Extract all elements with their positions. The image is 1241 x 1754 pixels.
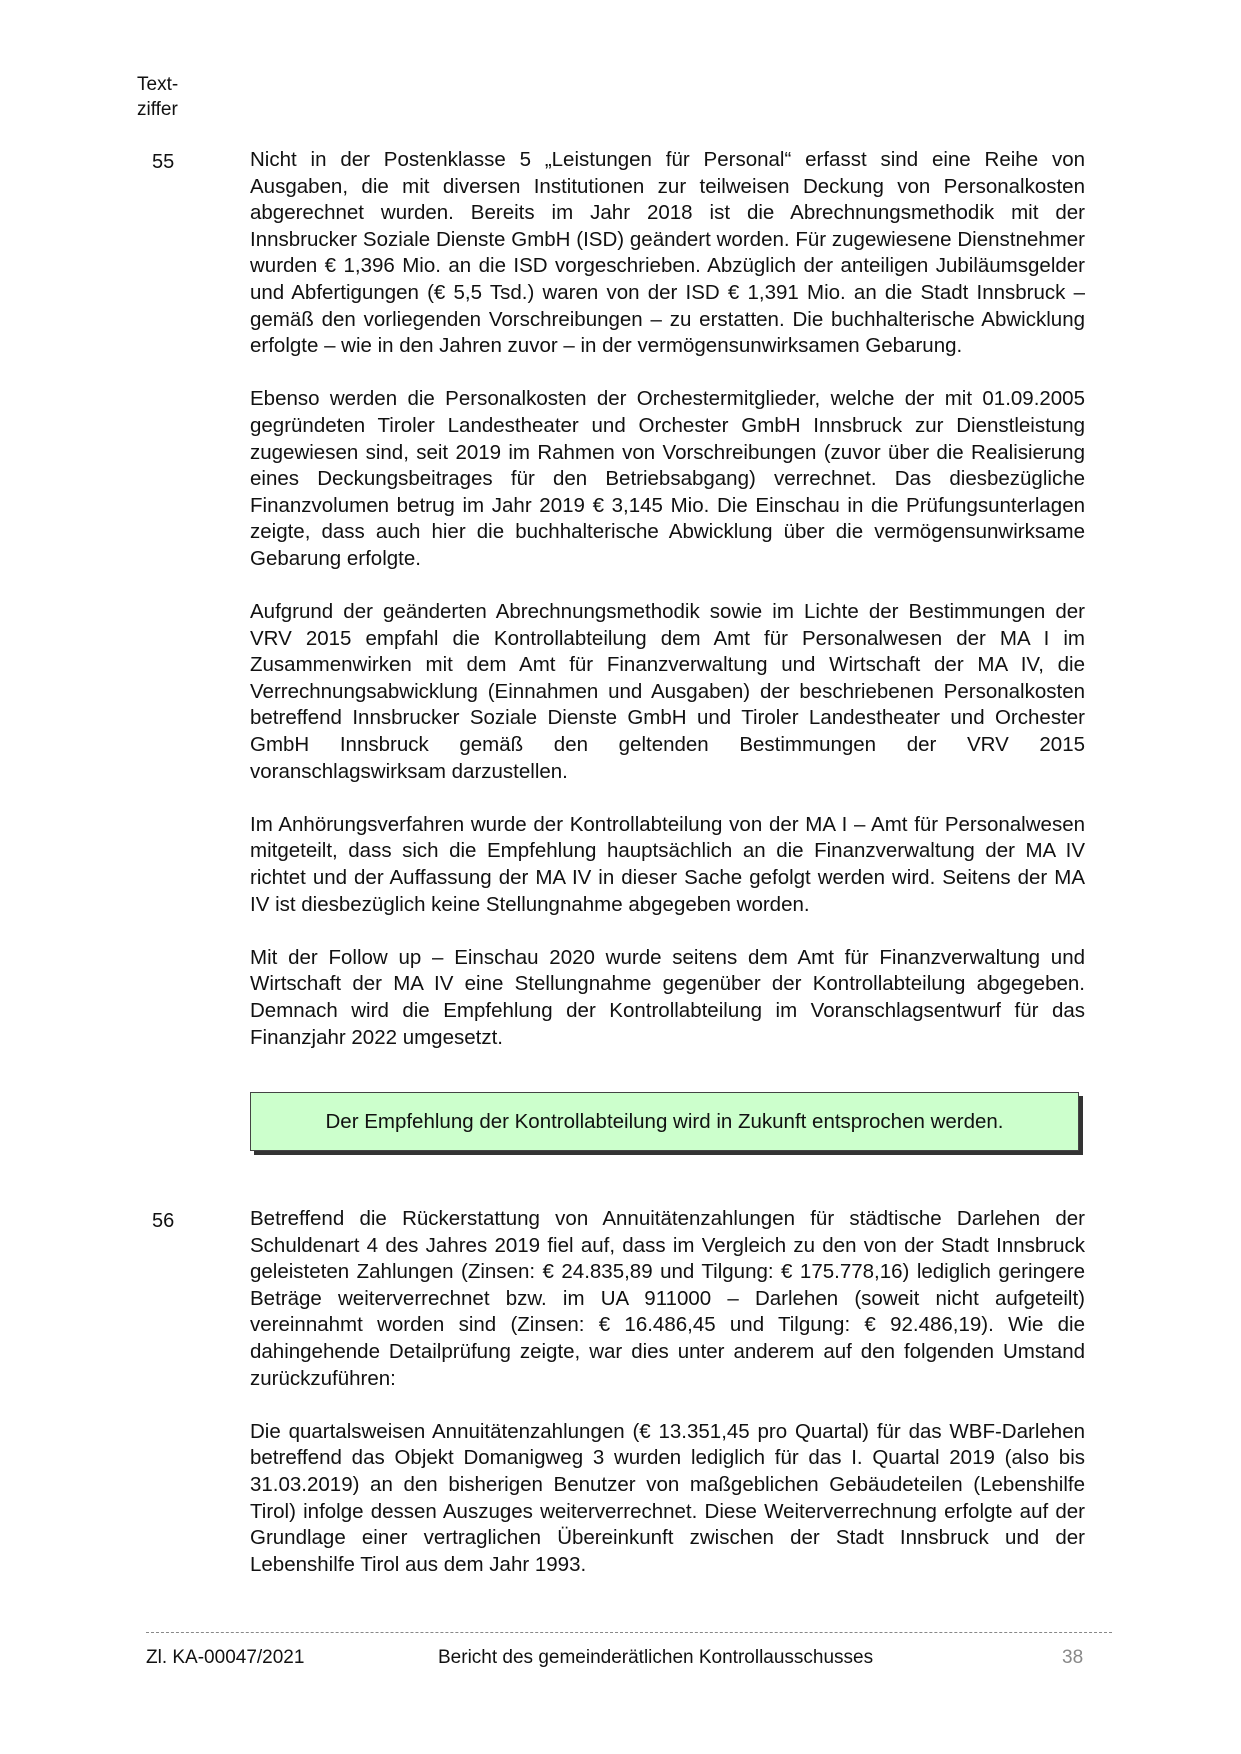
section-55-text (250, 147, 1085, 1051)
margin-label (137, 72, 217, 122)
paragraph: Aufgrund der geänderten Abrechnungsmethodik sowie im Lichte der Bestimmungen der VRV 2015 empfahl die Kontrollabteilung dem Amt für Personalwesen der MA I im Zusammenwirken mit dem Amt für Finanzverwaltung und Wirtschaft der MA IV, die Verrechnungsabwicklung (Einnahmen und Ausgaben) der beschriebenen Personalkosten betreffend Innsbrucker Soziale Dienste GmbH und Tiroler Landestheater und Orchester GmbH Innsbruck gemäß den geltenden Bestimmungen der VRV 2015 voranschlagswirksam darzustellen. (250, 600, 1085, 783)
margin-label-line2: ziffer (137, 99, 178, 120)
footer-title: Bericht des gemeinderätlichen Kontrollausschusses (438, 1647, 874, 1668)
page-number: 38 (1062, 1647, 1084, 1668)
paragraph: Betreffend die Rückerstattung von Annuitätenzahlungen für städtische Darlehen der Schuldenart 4 des Jahres 2019 fiel auf, dass im Vergleich zu den von der Stadt Innsbruck geleisteten Zahlungen (Zinsen: € 24.835,89 und Tilgung: € 175.778,16) lediglich geringere Beträge weiterverrechnet bzw. im UA 911000 – Darlehen (soweit nicht aufgeteilt) vereinnahmt worden sind (Zinsen: € 16.486,45 und Tilgung: € 92.486,19). Wie die dahingehende Detailprüfung zeigte, war dies unter anderem auf den folgenden Umstand zurückzuführen: (250, 1207, 1085, 1390)
paragraph: Mit der Follow up – Einschau 2020 wurde seitens dem Amt für Finanzverwaltung und Wirtschaft der MA IV eine Stellungnahme gegenüber der Kontrollabteilung abgegeben. Demnach wird die Empfehlung der Kontrollabteilung im Voranschlagsentwurf für das Finanzjahr 2022 umgesetzt. (250, 945, 1085, 1049)
footer-divider (146, 1632, 1112, 1633)
paragraph: Ebenso werden die Personalkosten der Orchestermitglieder, welche der mit 01.09.2005 gegründeten Tiroler Landestheater und Orchester GmbH Innsbruck zur Dienstleistung zugewiesen sind, seit 2019 im Rahmen von Vorschreibungen (zuvor über die Realisierung eines Deckungsbeitrages für den Betriebsabgang) verrechnet. Das diesbezügliche Finanzvolumen betrug im Jahr 2019 € 3,145 Mio. Die Einschau in die Prüfungsunterlagen zeigte, dass auch hier die buchhalterische Abwicklung über die vermögensunwirksame Gebarung erfolgte. (250, 387, 1085, 570)
section-56-text (250, 1206, 1085, 1578)
section-number-56: 56 (152, 1210, 175, 1232)
section-number-55: 55 (152, 151, 175, 173)
paragraph: Die quartalsweisen Annuitätenzahlungen (€ 13.351,45 pro Quartal) für das WBF-Darlehen betreffend das Objekt Domanigweg 3 wurden lediglich für das I. Quartal 2019 (also bis 31.03.2019) an den bisherigen Benutzer von maßgeblichen Gebäudeteilen (Lebenshilfe Tirol) infolge dessen Auszuges weiterverrechnet. Diese Weiterverrechnung erfolgte auf der Grundlage einer vertraglichen Übereinkunft zwischen der Stadt Innsbruck und der Lebenshilfe Tirol aus dem Jahr 1993. (250, 1419, 1085, 1576)
callout-text: Der Empfehlung der Kontrollabteilung wird in Zukunft entsprochen werden. (325, 1109, 1004, 1133)
paragraph: Im Anhörungsverfahren wurde der Kontrollabteilung von der MA I – Amt für Personalwesen mitgeteilt, dass sich die Empfehlung hauptsächlich an die Finanzverwaltung der MA IV richtet und der Auffassung der MA IV in dieser Sache gefolgt werden wird. Seitens der MA IV ist diesbezüglich keine Stellungnahme abgegeben worden. (250, 812, 1085, 916)
paragraph: Nicht in der Postenklasse 5 „Leistungen für Personal“ erfasst sind eine Reihe von Ausgaben, die mit diversen Institutionen zur teilweisen Deckung von Personalkosten abgerechnet wurden. Bereits im Jahr 2018 ist die Abrechnungsmethodik mit der Innsbrucker Soziale Dienste GmbH (ISD) geändert worden. Für zugewiesene Dienstnehmer wurden € 1,396 Mio. an die ISD vorgeschrieben. Abzüglich der anteiligen Jubiläumsgelder und Abfertigungen (€ 5,5 Tsd.) waren von der ISD € 1,391 Mio. an die Stadt Innsbruck – gemäß den vorliegenden Vorschreibungen – zu erstatten. Die buchhalterische Abwicklung erfolgte – wie in den Jahren zuvor – in der vermögensunwirksamen Gebarung. (250, 148, 1085, 358)
recommendation-callout (250, 1092, 1079, 1151)
footer-reference: Zl. KA-00047/2021 (146, 1647, 305, 1668)
margin-label-line1: Text- (137, 74, 179, 95)
